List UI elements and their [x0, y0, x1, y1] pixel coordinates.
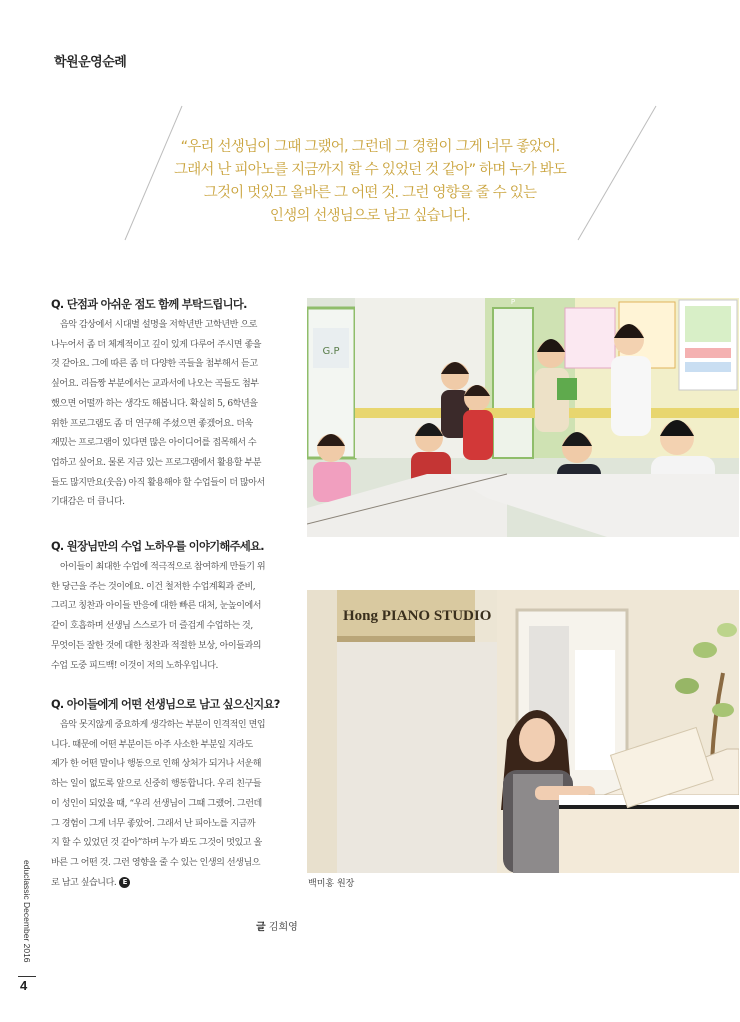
- question-heading: Q. 아이들에게 어떤 선생님으로 남고 싶으신지요?: [51, 698, 280, 711]
- wall-sign: G.P: [322, 346, 340, 357]
- quote-text: [150, 136, 590, 228]
- answer-line: 그 경험이 그게 너무 좋았어. 그래서 난 피아노를 지금까: [51, 818, 256, 829]
- answer-line: 그리고 칭찬과 아이들 반응에 대한 빠른 대처, 눈높이에서: [51, 601, 262, 612]
- answer-line: 지 할 수 있었던 것 같아”하며 누가 봐도 그것이 멋있고 올: [51, 838, 262, 849]
- answer-line: 니다. 때문에 어떤 부분이든 아주 사소한 부분일 지라도: [51, 739, 253, 750]
- end-mark-icon: E: [119, 877, 130, 888]
- answer-text: [51, 716, 295, 893]
- page-number-rule: [18, 976, 36, 977]
- answer-line: 것 같아요. 그에 따른 좀 더 다양한 곡들을 첨부해서 듣고: [51, 359, 258, 370]
- answer-line: 음악 감상에서 시대별 설명을 저학년반 고학년반 으로: [60, 320, 257, 330]
- answer-line: 싶어요. 리듬짱 부분에서는 교과서에 나오는 곡들도 첨부: [51, 379, 259, 390]
- answer-line: 바른 그 어떤 것. 그런 영향을 줄 수 있는 인생의 선생님으: [51, 857, 261, 868]
- question-heading: Q. 원장님만의 수업 노하우를 이야기해주세요.: [51, 540, 264, 553]
- answer-line: 들도 많지만요(웃음) 아직 활용해야 할 수업들이 더 많아서: [51, 477, 265, 488]
- piano-studio-photo: [307, 590, 739, 873]
- door-sign: P: [510, 298, 516, 306]
- pull-quote: [0, 100, 740, 250]
- studio-sign: Hong PIANO STUDIO: [343, 608, 492, 624]
- question-heading: Q. 단점과 아쉬운 점도 함께 부탁드립니다.: [51, 298, 247, 311]
- answer-line: 같이 호흡하며 선생님 스스로가 더 즐겁게 수업하는 것,: [51, 621, 253, 632]
- answer-line: 한 당근을 주는 것이에요. 이건 철저한 수업계획과 준비,: [51, 581, 256, 592]
- answer-line: 이 성인이 되었을 때, “우리 선생님이 그때 그랬어. 그런데: [51, 798, 262, 809]
- answer-line: 재밌는 프로그램이 있다면 많은 아이디어를 접목해서 수: [51, 438, 257, 449]
- magazine-side-label: educlassic December 2016: [22, 860, 32, 963]
- answer-line: 업하고 싶어요. 물론 지금 있는 프로그램에서 활용할 부분: [51, 457, 262, 468]
- answer-line: 제가 한 어떤 말이나 행동으로 인해 상처가 되거나 서운해: [51, 759, 262, 770]
- answer-line: 나누어서 좀 더 체계적이고 깊이 있게 다루어 주시면 좋을: [51, 339, 262, 350]
- answer-line: 수업 도중 피드백! 이것이 저의 노하우입니다.: [51, 660, 218, 671]
- classroom-photo: [307, 298, 739, 537]
- answer-text: [51, 558, 295, 676]
- quote-line: “우리 선생님이 그때 그랬어, 그런데 그 경험이 그게 너무 좋았어.: [180, 139, 560, 155]
- quote-line: 인생의 선생님으로 남고 싶습니다.: [269, 208, 471, 224]
- answer-line: 하는 일이 없도록 앞으로 신중히 행동합니다. 우리 친구들: [51, 779, 262, 790]
- answer-line: 아이들이 최대한 수업에 적극적으로 참여하게 만들기 위: [60, 562, 266, 572]
- section-label: 학원운영순례: [54, 55, 127, 70]
- qa-block-2: [51, 538, 295, 676]
- answer-line: 했으면 어떨까 하는 생각도 해봅니다. 확실히 5, 6학년을: [51, 398, 258, 409]
- qa-block-1: [51, 296, 295, 513]
- page-number: 4: [20, 978, 28, 993]
- quote-line: 그래서 난 피아노를 지금까지 할 수 있었던 것 같아” 하며 누가 봐도: [174, 162, 566, 178]
- answer-line: 로 남고 싶습니다. E: [51, 874, 295, 894]
- answer-line: 음악 못지않게 중요하게 생각하는 부분이 인격적인 면입: [60, 720, 266, 730]
- answer-text: [51, 316, 295, 513]
- qa-block-3: [51, 696, 295, 893]
- answer-line: 기대감은 더 큽니다.: [51, 497, 125, 508]
- quote-line: 그것이 멋있고 올바른 그 어떤 것. 그런 영향을 줄 수 있는: [203, 185, 537, 201]
- answer-line: 무엇이든 잘한 것에 대한 칭찬과 적절한 보상, 아이들과의: [51, 640, 262, 651]
- byline: 글 김희영: [256, 922, 298, 933]
- photo-caption: 백미홍 원장: [308, 879, 355, 889]
- answer-line: 위한 프로그램도 좀 더 연구해 주셨으면 좋겠어요. 더욱: [51, 418, 253, 429]
